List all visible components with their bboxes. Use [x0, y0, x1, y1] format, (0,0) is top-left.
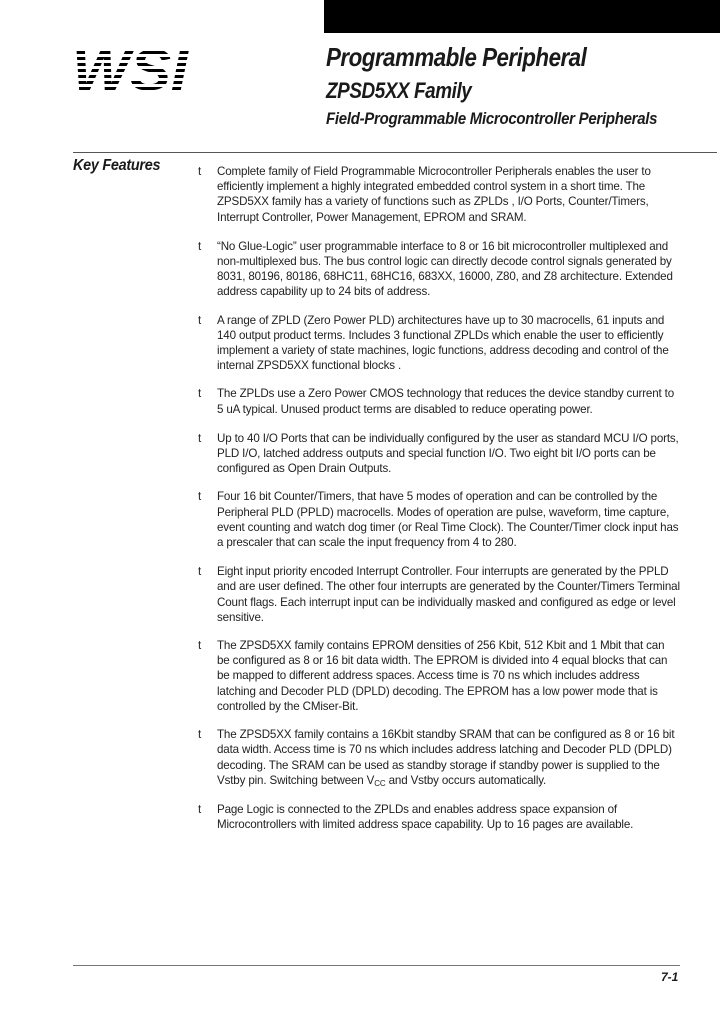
bullet-glyph: t — [198, 313, 202, 327]
feature-item — [198, 489, 680, 550]
section-divider — [73, 152, 717, 153]
document-title: Programmable Peripheral — [326, 42, 587, 72]
feature-item — [198, 386, 680, 416]
bullet-glyph: t — [198, 639, 202, 653]
feature-item — [198, 239, 680, 300]
bullet-glyph: t — [198, 431, 202, 445]
feature-item — [198, 431, 680, 477]
feature-text-part: The ZPSD5XX family contains a 16Kbit standby SRAM that can be configured as 8 or 16 bit data width. Access time is 70 ns which includes address latching and Decoder PLD (DPLD) decoding. The SRAM can be used as standby storage if standby power is supplied to the Vstby pin. Switching between V — [217, 728, 675, 787]
bullet-glyph: t — [198, 728, 202, 742]
feature-item — [198, 164, 680, 225]
feature-item — [198, 802, 680, 832]
feature-text: The ZPLDs use a Zero Power CMOS technology that reduces the device standby current to 5 uA typical. Unused product terms are disabled to reduce operating power. — [217, 387, 675, 416]
bullet-glyph: t — [198, 802, 202, 816]
header-black-bar — [324, 0, 720, 33]
bullet-glyph: t — [198, 165, 202, 178]
feature-text: Up to 40 I/O Ports that can be individually configured by the user as standard MCU I/O ports, PLD I/O, latched address outputs and special function I/O. Two eight bit I/O ports can be configured as Open Drain Outputs. — [217, 431, 679, 476]
vcc-subscript: CC — [374, 778, 386, 788]
title-block — [326, 38, 716, 132]
feature-text: Page Logic is connected to the ZPLDs and enables address space expansion of Microcontrollers with limited address space capability. Up to 16 pages are available. — [217, 802, 634, 832]
feature-text-part: and Vstby occurs automatically. — [385, 773, 547, 787]
document-tagline: Field-Programmable Microcontroller Peripherals — [326, 109, 658, 128]
feature-text — [217, 728, 674, 787]
bullet-glyph: t — [198, 239, 202, 253]
bullet-glyph: t — [198, 565, 202, 579]
footer-divider — [73, 965, 680, 966]
feature-item — [198, 727, 680, 788]
feature-text: Four 16 bit Counter/Timers, that have 5 modes of operation and can be controlled by the Peripheral PLD (PPLD) macrocells. Modes of operation are pulse, waveform, time capture, event counting and watch dog timer (or Real Time Clock). The Counter/Timer clock input has a prescaler that can scale the input frequency from 4 to 280. — [217, 490, 679, 550]
feature-text: Eight input priority encoded Interrupt Controller. Four interrupts are generated by the PPLD and are user defined. The other four interrupts are generated by the Counter/Timers Terminal Count flags. Each interrupt input can be individually masked and configured as edge or level sensitive. — [217, 565, 680, 624]
key-features-list — [198, 164, 680, 832]
bullet-glyph: t — [198, 490, 202, 504]
feature-text: Complete family of Field Programmable Microcontroller Peripherals enables the user to efficiently implement a highly integrated embedded control system in a short time. The ZPSD5XX family has a variety of functions such as ZPLDs , I/O Ports, Counter/Timers, Interrupt Controller, Power Management, EPROM and SRAM. — [217, 165, 651, 224]
feature-text: A range of ZPLD (Zero Power PLD) architectures have up to 30 macrocells, 61 inputs and 140 output product terms. Includes 3 functional ZPLDs which enable the user to efficiently implement a variety of state machines, logic functions, address decoding and control of the internal ZPSD5XX functional blocks . — [217, 313, 669, 373]
feature-text: The ZPSD5XX family contains EPROM densities of 256 Kbit, 512 Kbit and 1 Mbit that can be configured as 8 or 16 bit data width. The EPROM is divided into 4 equal blocks that can be mapped to different address spaces. Access time is 70 ns which includes address latching and Decoder PLD (DPLD) decoding. The EPROM has a low power mode that is controlled by the CMiser-Bit. — [217, 639, 668, 713]
bullet-glyph: t — [198, 387, 202, 401]
document-subtitle: ZPSD5XX Family — [326, 78, 472, 103]
feature-item — [198, 638, 680, 714]
feature-item — [198, 564, 680, 625]
wsi-logo: WSI — [72, 44, 190, 92]
feature-text: “No Glue-Logic” user programmable interface to 8 or 16 bit microcontroller multiplexed and non-multiplexed bus. The bus control logic can directly decode control signals generated by 8031, 80196, 80186, 68HC11, 68HC16, 683XX, 16000, Z80, and Z8 architecture. Extended address capability up to 24 bits of address. — [217, 239, 673, 299]
section-heading-key-features: Key Features — [73, 157, 161, 174]
page-number: 7-1 — [661, 970, 679, 984]
feature-item — [198, 313, 680, 374]
